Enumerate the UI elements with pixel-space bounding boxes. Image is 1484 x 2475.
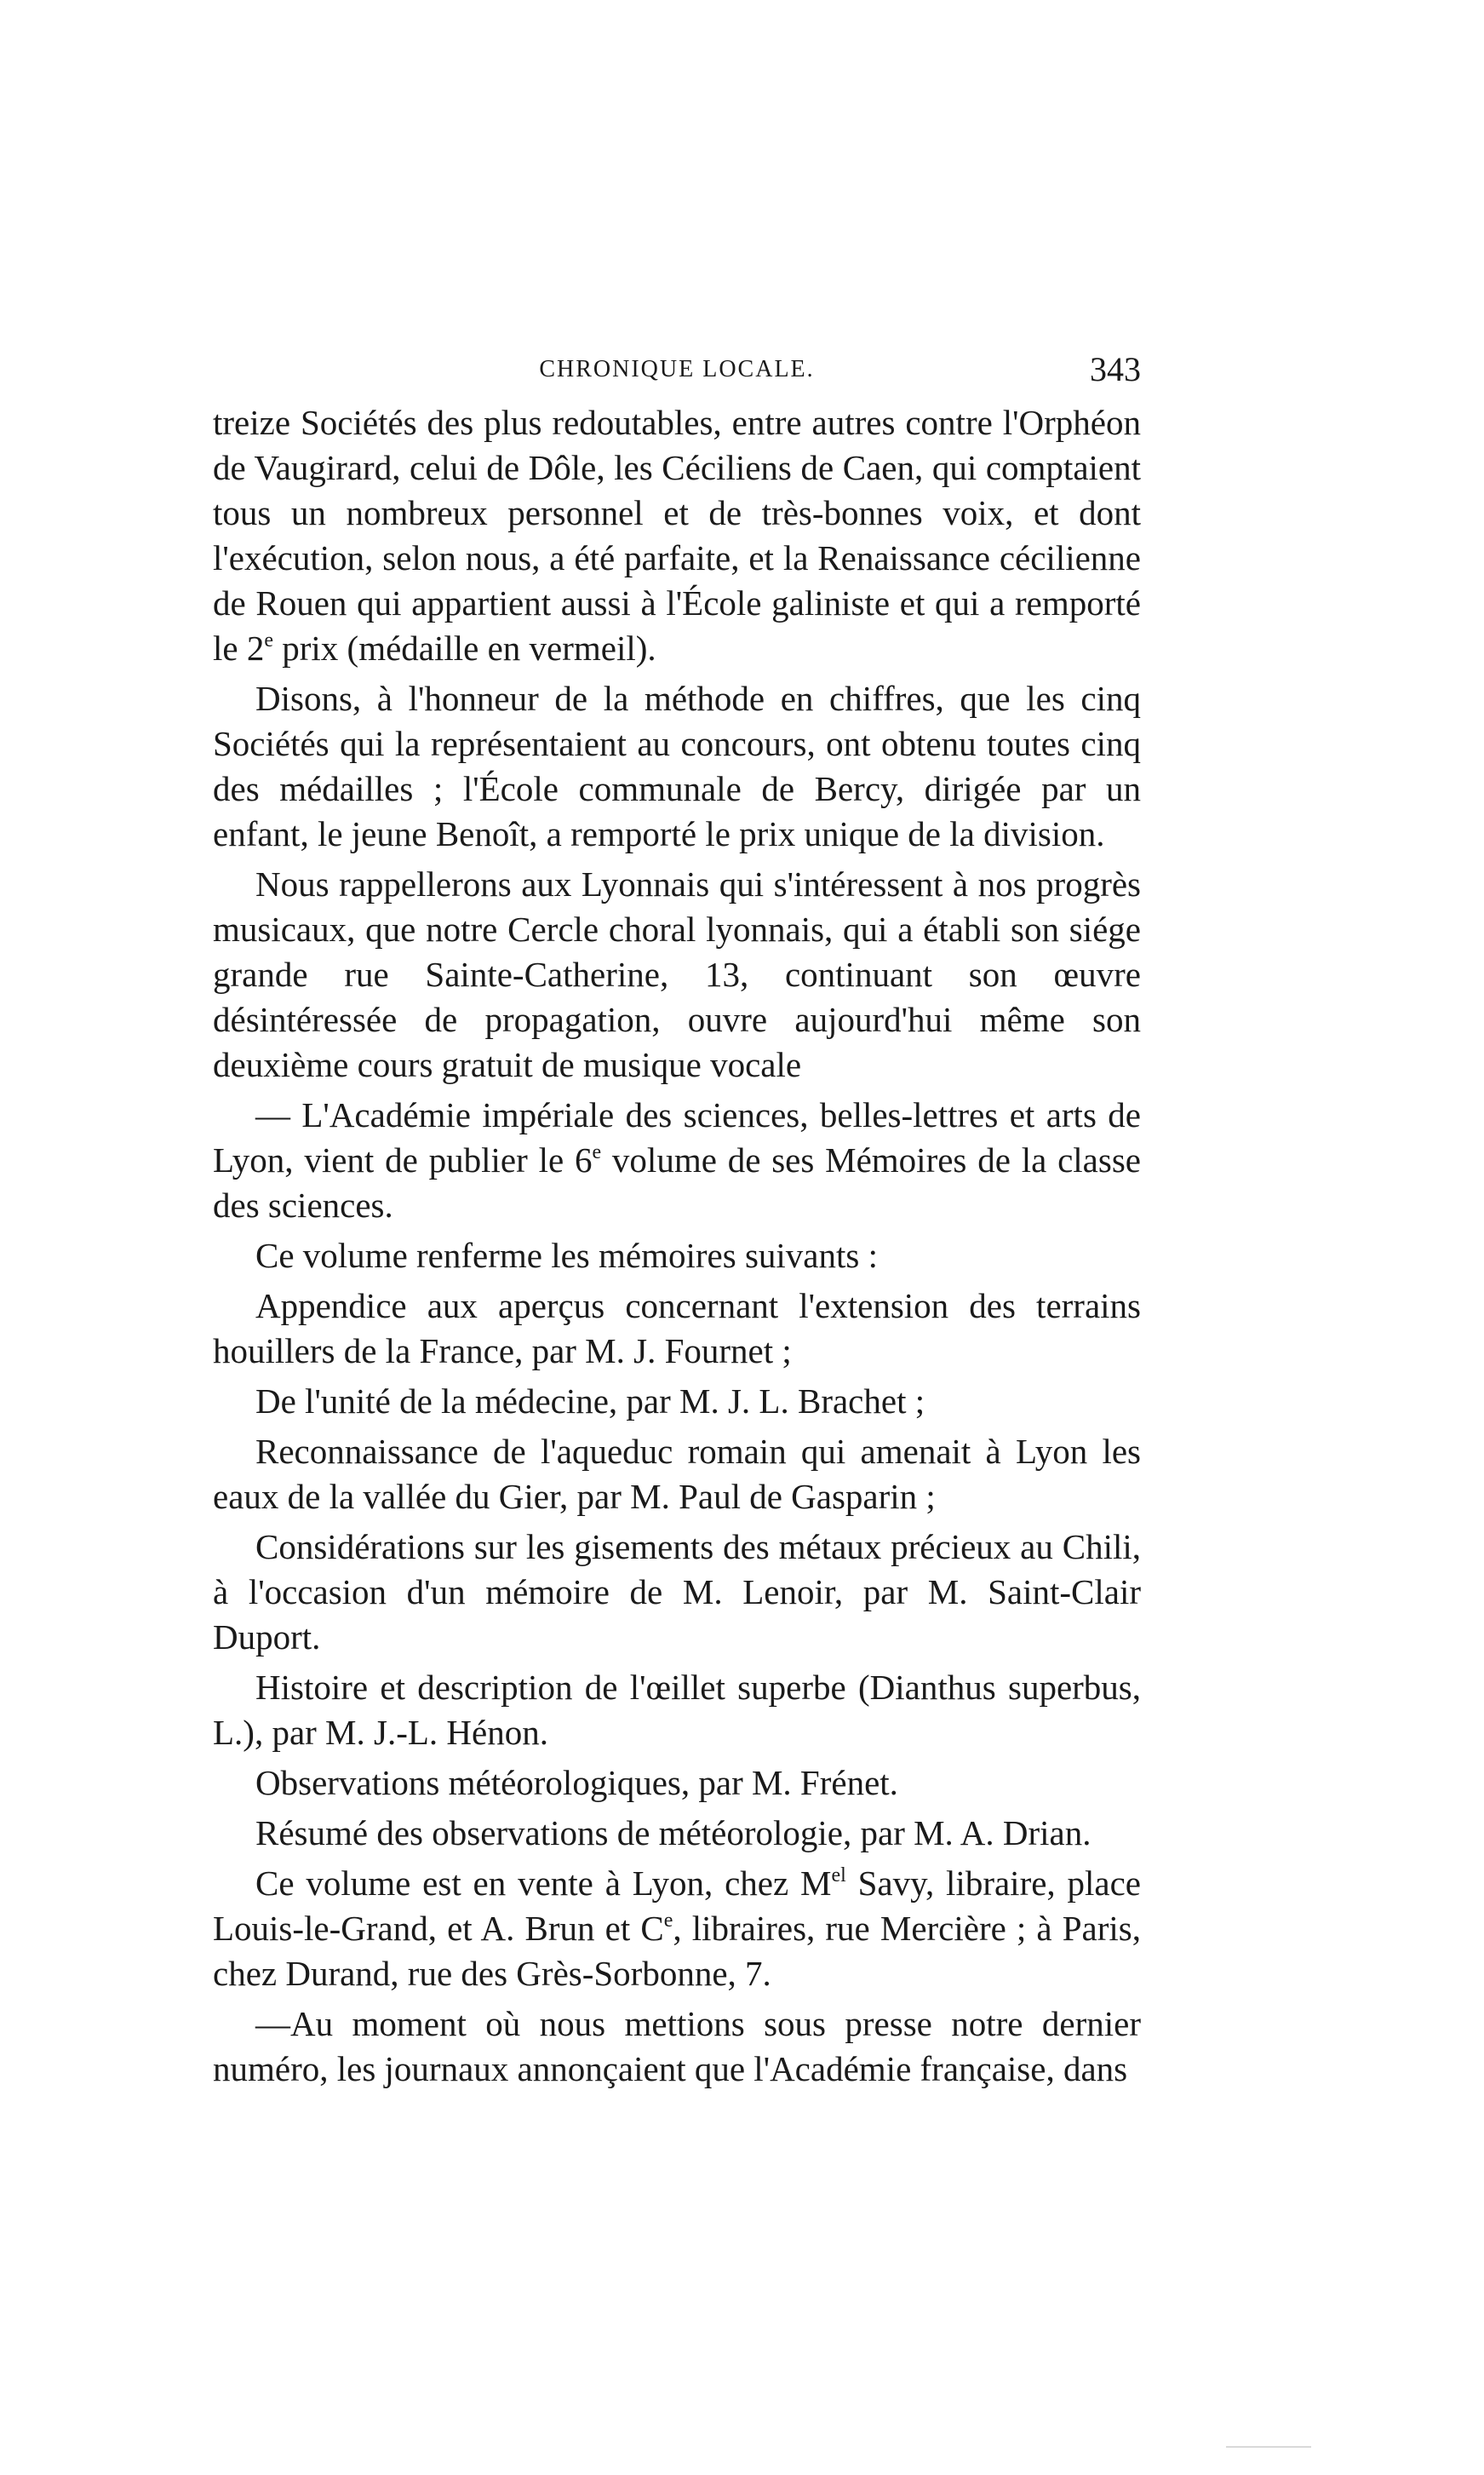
abbreviation-superscript: el	[831, 1864, 846, 1886]
paragraph-14: —Au moment où nous mettions sous presse notre dernier numéro, les journaux annonçaient que l'Académie française, dans	[213, 2004, 1141, 2088]
paragraph-11: Observations météorologiques, par M. Frénet.	[255, 1763, 898, 1802]
paragraph-13-text: Ce volume est en vente à Lyon, chez M	[255, 1863, 832, 1903]
paragraph-7: De l'unité de la médecine, par M. J. L. Brachet ;	[255, 1381, 925, 1421]
running-head: CHRONIQUE LOCALE.	[539, 356, 815, 382]
paragraph-8: Reconnaissance de l'aqueduc romain qui amenait à Lyon les eaux de la vallée du Gier, par M. Paul de Gasparin ;	[213, 1432, 1141, 1516]
paragraph-13	[213, 1861, 1141, 1996]
paragraph-13-end: , libraires, rue Mercière ; à Paris, chez Durand, rue des Grès-Sorbonne, 7.	[213, 1909, 1141, 1993]
paragraph-4	[213, 1093, 1141, 1228]
body-text	[213, 400, 1141, 2097]
paragraph-10: Histoire et description de l'œillet superbe (Dianthus superbus, L.), par M. J.-L. Hénon.	[213, 1668, 1141, 1752]
paragraph-1-text: treize Sociétés des plus redoutables, entre autres contre l'Orphéon de Vaugirard, celui de Dôle, les Céciliens de Caen, qui comptaient tous un nombreux personnel et de très-bonnes voix, et dont l'exécution, selon nous, a été parfaite, et la Renaissance cécilienne de Rouen qui appartient aussi à l'École galiniste et qui a remporté le 2	[213, 403, 1141, 668]
paragraph-9: Considérations sur les gisements des métaux précieux au Chili, à l'occasion d'un mémoire de M. Lenoir, par M. Saint-Clair Duport.	[213, 1527, 1141, 1657]
paragraph-3: Nous rappellerons aux Lyonnais qui s'intéressent à nos progrès musicaux, que notre Cercle choral lyonnais, qui a établi son siége grande rue Sainte-Catherine, 13, continuant son œuvre désintéressée de propagation, ouvre aujourd'hui même son deuxième cours gratuit de musique vocale	[213, 864, 1141, 1084]
paragraph-12: Résumé des observations de météorologie, par M. A. Drian.	[255, 1813, 1092, 1852]
paragraph-6: Appendice aux aperçus concernant l'extension des terrains houillers de la France, par M. J. Fournet ;	[213, 1286, 1141, 1370]
paragraph-4-text: — L'Académie impériale des sciences, belles-lettres et arts de Lyon, vient de publier le 6	[213, 1095, 1141, 1180]
page-header	[213, 349, 1141, 400]
paragraph-4-end: volume de ses Mémoires de la classe des sciences.	[213, 1140, 1141, 1225]
paragraph-1-end: prix (médaille en vermeil).	[273, 629, 656, 668]
abbreviation-superscript: e	[663, 1909, 673, 1932]
ordinal-superscript: e	[264, 629, 273, 652]
paragraph-13-middle: Savy, libraire, place Louis-le-Grand, et A. Brun et C	[213, 1863, 1141, 1948]
page-number: 343	[1090, 350, 1141, 388]
ordinal-superscript: e	[592, 1141, 602, 1163]
paragraph-2: Disons, à l'honneur de la méthode en chiffres, que les cinq Sociétés qui la représentaient au concours, ont obtenu toutes cinq des médailles ; l'École communale de Bercy, dirigée par un enfant, le jeune Benoît, a remporté le prix unique de la division.	[213, 679, 1141, 853]
paragraph-5: Ce volume renferme les mémoires suivants :	[255, 1236, 878, 1275]
paragraph-1	[213, 400, 1141, 671]
footer-rule	[1226, 2446, 1311, 2448]
